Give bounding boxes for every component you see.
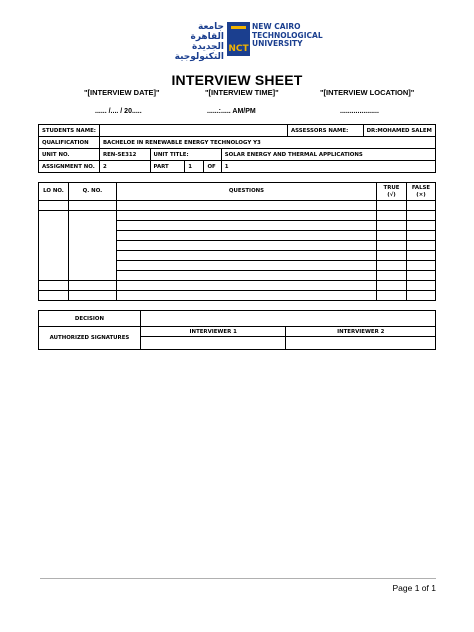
page-current: 1 [414, 583, 420, 593]
question-cell[interactable] [116, 271, 376, 281]
decision-table [38, 310, 436, 350]
logo-english-text [252, 22, 323, 49]
column-header-q-no: Q. NO. [68, 183, 116, 201]
unit-no-label: UNIT NO. [39, 149, 100, 161]
q-no-cell[interactable] [68, 281, 116, 291]
question-cell[interactable] [116, 241, 376, 251]
true-cell[interactable] [377, 271, 407, 281]
column-header-false [406, 183, 435, 201]
question-cell[interactable] [116, 251, 376, 261]
of-value: 1 [221, 161, 435, 173]
logo-english-line-3: UNIVERSITY [252, 39, 303, 48]
interview-location-label: "[INTERVIEW LOCATION]" [320, 88, 415, 97]
false-cell[interactable] [406, 241, 435, 251]
unit-title-label: UNIT TITLE: [150, 149, 221, 161]
true-mark: (√) [387, 191, 396, 198]
true-cell[interactable] [377, 291, 407, 301]
page-word: Page [392, 583, 413, 593]
assignment-no-label: ASSIGNMENT NO. [39, 161, 100, 173]
question-cell[interactable] [116, 221, 376, 231]
lo-no-cell[interactable] [39, 281, 69, 291]
true-label: TRUE [383, 184, 400, 191]
false-cell[interactable] [406, 281, 435, 291]
false-cell[interactable] [406, 271, 435, 281]
page-title: INTERVIEW SHEET [171, 72, 303, 88]
false-cell[interactable] [406, 231, 435, 241]
of-label: OF [204, 161, 221, 173]
students-name-field[interactable] [99, 125, 287, 137]
false-cell[interactable] [406, 291, 435, 301]
part-label: PART [150, 161, 185, 173]
question-cell[interactable] [116, 211, 376, 221]
false-cell[interactable] [406, 221, 435, 231]
true-cell[interactable] [377, 251, 407, 261]
authorized-signatures-label: AUTHORIZED SIGNATURES [39, 327, 141, 350]
true-cell[interactable] [377, 201, 407, 211]
false-label: FALSE [411, 184, 431, 191]
interview-date-label: "[INTERVIEW DATE]" [84, 88, 160, 97]
column-header-lo-no: LO NO. [39, 183, 69, 201]
logo-mark-text: NCT [228, 44, 249, 54]
question-cell[interactable] [116, 231, 376, 241]
question-row [39, 211, 436, 221]
assessors-name-value: DR:MOHAMED SALEM [363, 125, 435, 137]
question-cell[interactable] [116, 201, 376, 211]
true-cell[interactable] [377, 261, 407, 271]
true-cell[interactable] [377, 221, 407, 231]
interviewer-2-label: INTERVIEWER 2 [286, 327, 436, 337]
assignment-no-value: 2 [99, 161, 150, 173]
interviewer-1-label: INTERVIEWER 1 [140, 327, 286, 337]
true-cell[interactable] [377, 281, 407, 291]
column-header-true [377, 183, 407, 201]
students-name-label: STUDENTS NAME: [39, 125, 100, 137]
question-cell[interactable] [116, 261, 376, 271]
interview-location-field[interactable]: .................... [340, 108, 379, 115]
interview-time-field[interactable]: ......:..... AM/PM [207, 108, 256, 115]
question-row [39, 201, 436, 211]
qualification-value: BACHELOE IN RENEWABLE ENERGY TECHNOLOGY Y3 [99, 137, 435, 149]
false-cell[interactable] [406, 261, 435, 271]
logo-arabic-line-2: القاهرة الجديدة [190, 32, 224, 52]
questions-table [38, 182, 436, 301]
false-cell[interactable] [406, 251, 435, 261]
question-cell[interactable] [116, 281, 376, 291]
interviewer-1-signature-field[interactable] [140, 337, 286, 350]
lo-no-merged-cell[interactable] [39, 211, 69, 281]
page-of-word: of [421, 583, 429, 593]
unit-title-value: SOLAR ENERGY AND THERMAL APPLICATIONS [221, 149, 435, 161]
interviewer-2-signature-field[interactable] [286, 337, 436, 350]
lo-no-cell[interactable] [39, 201, 69, 211]
true-cell[interactable] [377, 231, 407, 241]
question-row [39, 291, 436, 301]
decision-label: DECISION [39, 311, 141, 327]
true-cell[interactable] [377, 211, 407, 221]
false-cell[interactable] [406, 201, 435, 211]
assessors-name-label: ASSESSORS NAME: [287, 125, 363, 137]
page-total: 1 [431, 583, 436, 593]
q-no-cell[interactable] [68, 291, 116, 301]
part-value: 1 [185, 161, 204, 173]
logo-english-line-1: NEW CAIRO [252, 22, 301, 31]
page-number [360, 583, 436, 593]
question-cell[interactable] [116, 291, 376, 301]
qualification-label: QUALIFICATION [39, 137, 100, 149]
decision-field[interactable] [140, 311, 435, 327]
lo-no-cell[interactable] [39, 291, 69, 301]
logo-english-line-2: TECHNOLOGICAL [252, 30, 323, 40]
true-cell[interactable] [377, 241, 407, 251]
university-logo-mark [227, 22, 250, 56]
q-no-cell[interactable] [68, 201, 116, 211]
logo-mark-bar [231, 26, 246, 29]
unit-no-value: REN-SE312 [99, 149, 150, 161]
q-no-merged-cell[interactable] [68, 211, 116, 281]
logo-arabic-line-1: جامعة [198, 22, 224, 32]
logo-arabic-line-3: التكنولوجية [174, 52, 224, 62]
false-mark: (×) [416, 191, 426, 198]
logo-arabic-text [168, 22, 224, 62]
footer-divider [40, 578, 436, 579]
false-cell[interactable] [406, 211, 435, 221]
student-info-table [38, 124, 436, 173]
interview-date-field[interactable]: ...... /.... / 20..... [95, 108, 142, 115]
column-header-questions: QUESTIONS [116, 183, 376, 201]
interview-time-label: "[INTERVIEW TIME]" [205, 88, 279, 97]
question-row [39, 281, 436, 291]
